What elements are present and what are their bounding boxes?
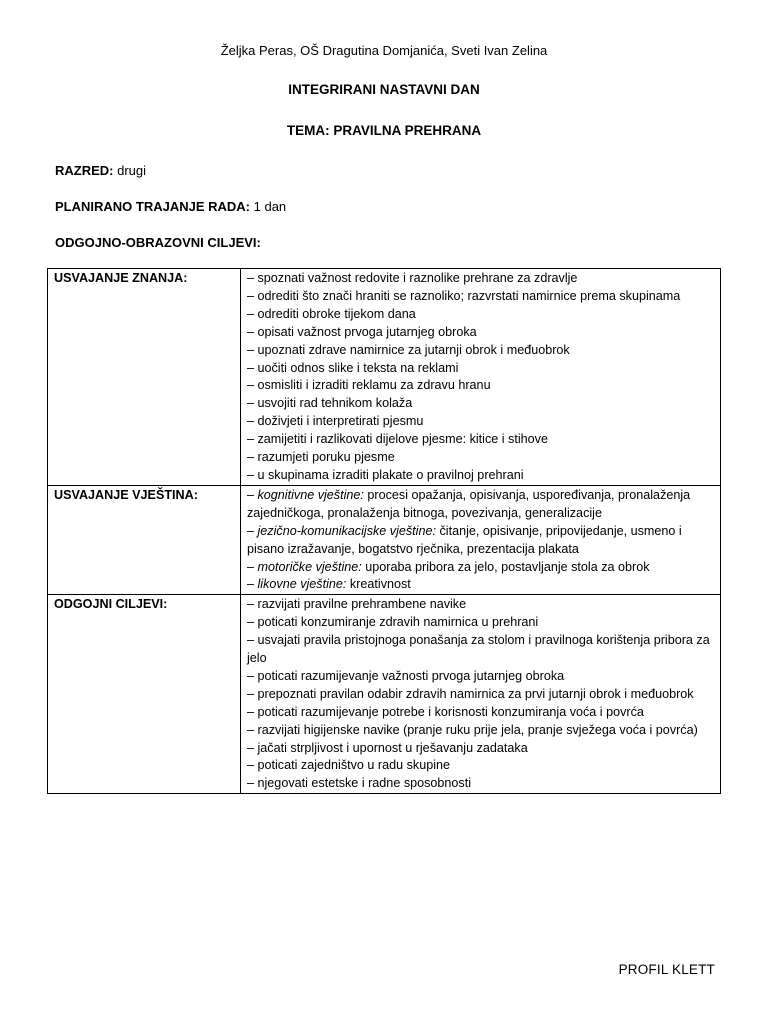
skill-type: – likovne vještine: [247,577,347,592]
list-item: – opisati važnost prvoga jutarnjeg obroka [247,324,477,339]
list-item: – uočiti odnos slike i teksta na reklami [247,360,459,375]
list-item: – spoznati važnost redovite i raznolike prehrane za zdravlje [247,271,578,285]
document-title: INTEGRIRANI NASTAVNI DAN [288,82,480,97]
list-item [247,559,714,577]
list-item: – doživjeti i interpretirati pjesmu [247,414,424,429]
table-row-knowledge [48,269,721,486]
list-item: – u skupinama izraditi plakate o pravilnoj prehrani [247,467,524,482]
skill-type: – jezično-komunikacijske vještine: [247,523,436,538]
list-item: – osmisliti i izraditi reklamu za zdravu hranu [247,378,491,393]
skill-type: – motoričke vještine: [247,559,362,574]
list-item: – upoznati zdrave namirnice za jutarnji obrok i međuobrok [247,342,570,357]
goals-heading: ODGOJNO-OBRAZOVNI CILJEVI: [55,235,261,250]
list-item: – odrediti obroke tijekom dana [247,306,416,321]
grade-label: RAZRED: [55,163,114,178]
list-item [247,576,714,594]
table-row-skills [48,485,721,594]
skill-text: uporaba pribora za jelo, postavljanje stola za obrok [361,559,650,574]
list-item: – jačati strpljivost i upornost u rješavanju zadataka [247,740,528,755]
goals-table [47,268,721,794]
duration-line [55,199,286,214]
list-item: – razumjeti poruku pjesme [247,450,395,465]
document-theme: TEMA: PRAVILNA PREHRANA [286,123,482,138]
skill-text: čitanje, opisivanje, pripovijedanje, usmeno i pisano izražavanje, bogatstvo rječnika, prezentacija plakata [247,523,682,556]
list-item: – odrediti što znači hraniti se raznoliko; razvrstati namirnice prema skupinama [247,288,681,303]
row-label: ODGOJNI CILJEVI: [48,595,241,794]
row-content [241,595,721,794]
list-item: – poticati zajedništvo u radu skupine [247,758,451,773]
list-item: – poticati konzumiranje zdravih namirnica u prehrani [247,615,539,630]
grade-line [55,163,146,178]
list-item: – zamijetiti i razlikovati dijelove pjesme: kitice i stihove [247,432,548,447]
list-item: – prepoznati pravilan odabir zdravih namirnica za prvi jutarnji obrok i međuobrok [247,686,694,701]
list-item: – njegovati estetske i radne sposobnosti [247,776,472,791]
author-line: Željka Peras, OŠ Dragutina Domjanića, Sveti Ivan Zelina [220,43,548,58]
skill-text: kreativnost [346,577,411,592]
row-content [241,269,721,486]
list-item: – poticati razumijevanje važnosti prvoga jutarnjeg obroka [247,668,565,683]
skill-type: – kognitivne vještine: [247,487,364,502]
row-label: USVAJANJE VJEŠTINA: [48,485,241,594]
row-content [241,485,721,594]
list-item: – razvijati pravilne prehrambene navike [247,597,467,612]
table-row-upbringing [48,595,721,794]
list-item: – usvojiti rad tehnikom kolaža [247,396,413,411]
list-item: – poticati razumijevanje potrebe i korisnosti konzumiranja voća i povrća [247,704,644,719]
list-item [247,487,714,523]
skill-text: procesi opažanja, opisivanja, uspoređivanja, pronalaženja zajedničkoga, pronalaženja bitnoga, povezivanja, generalizacije [247,487,691,520]
grade-value: drugi [113,163,147,178]
row-label: USVAJANJE ZNANJA: [48,269,241,486]
publisher-footer: PROFIL KLETT [618,962,715,977]
duration-label: PLANIRANO TRAJANJE RADA: [55,199,251,214]
list-item: – usvajati pravila pristojnoga ponašanja za stolom i pravilnoga korištenja pribora za jelo [247,633,710,666]
list-item [247,523,714,559]
list-item: – razvijati higijenske navike (pranje ruku prije jela, pranje svježega voća i povrća) [247,722,698,737]
duration-value: 1 dan [250,199,287,214]
